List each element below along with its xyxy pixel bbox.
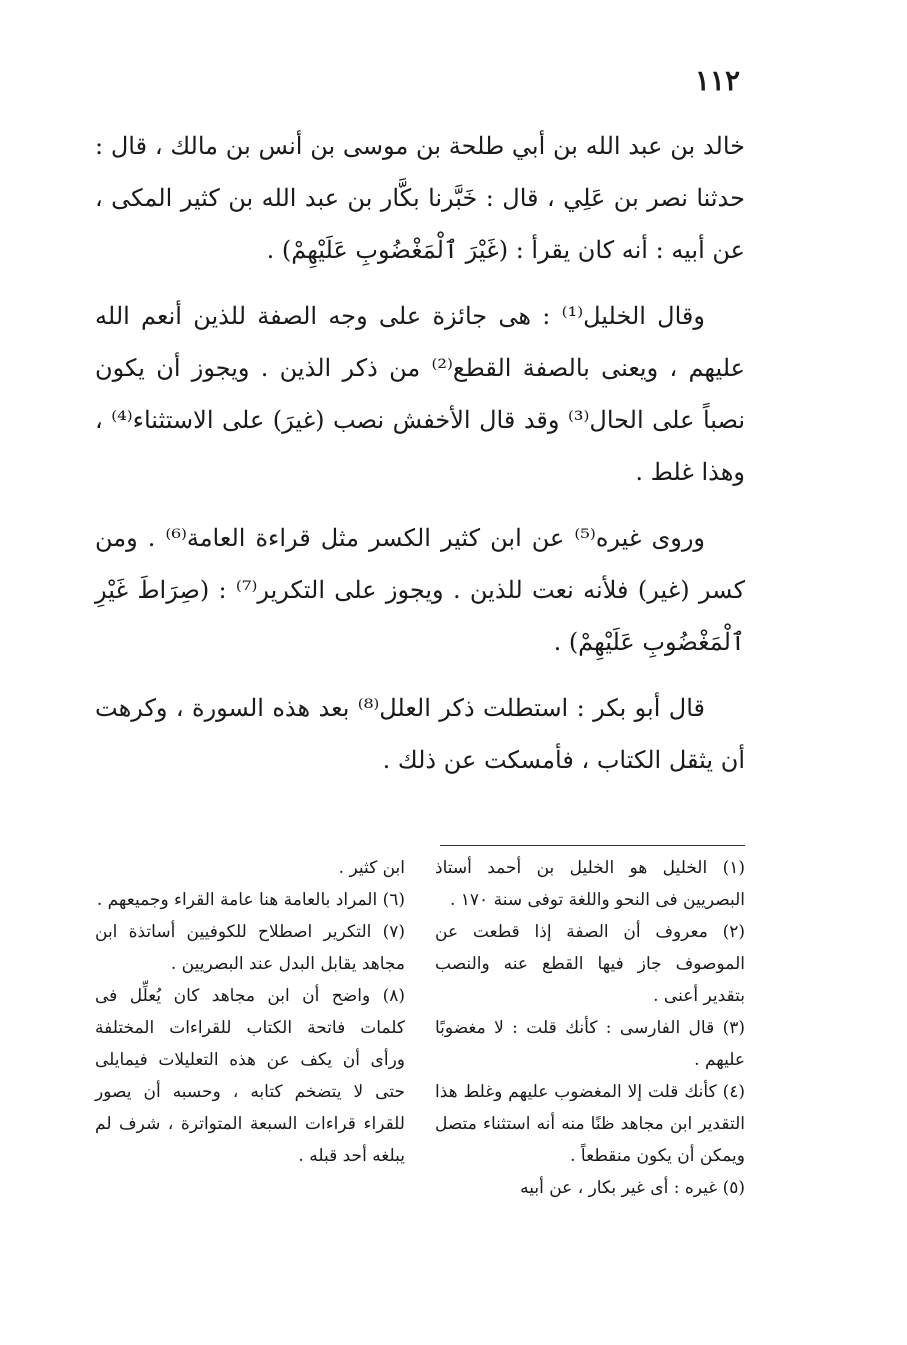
main-paragraph-4: قال أبو بكر : استطلت ذكر العلل⁽⁸⁾ بعد هذه السورة ، وكرهت أن يثقل الكتاب ، فأمسكت عن ذلك . — [95, 694, 745, 774]
footnotes-right-column — [435, 852, 745, 1204]
footnote-5: (٥) غيره : أى غير بكار ، عن أبيه — [520, 1178, 745, 1198]
main-paragraph-1: خالد بن عبد الله بن أبي طلحة بن موسى بن أنس بن مالك ، قال : حدثنا نصر بن عَلِي ، قال : خَبَّرنا بكَّار بن عبد الله بن كثير المكى ، عن أبيه : أنه كان يقرأ : (غَيْرَ ٱلْمَغْضُوبِ عَلَيْهِمْ) . — [95, 132, 745, 264]
footnote-1: (١) الخليل هو الخليل بن أحمد أستاذ البصريين فى النحو واللغة توفى سنة ١٧٠ . — [435, 858, 745, 910]
footnote-6: (٦) المراد بالعامة هنا عامة القراء وجميعهم . — [96, 890, 405, 910]
footnote-divider — [440, 845, 745, 846]
main-paragraph-2: وقال الخليل⁽¹⁾ : هى جائزة على وجه الصفة للذين أنعم الله عليهم ، ويعنى بالصفة القطع⁽²⁾ من ذكر الذين . ويجوز أن يكون نصباً على الحال⁽³⁾ وقد قال الأخفش نصب (غيرَ) على الاستثناء⁽⁴⁾ ، وهذا غلط . — [95, 302, 746, 486]
footnote-2: (٢) معروف أن الصفة إذا قطعت عن الموصوف جاز فيها القطع عنه والنصب بتقدير أعنى . — [435, 922, 745, 1006]
footnotes-left-column — [95, 852, 405, 1172]
main-paragraph-3: وروى غيره⁽⁵⁾ عن ابن كثير الكسر مثل قراءة العامة⁽⁶⁾ . ومن كسر (غير) فلأنه نعت للذين . ويجوز على التكرير⁽⁷⁾ : (صِرَاطَ غَيْرِ ٱلْمَغْضُوبِ عَلَيْهِمْ) . — [95, 524, 745, 656]
footnote-3: (٣) قال الفارسى : كأنك قلت : لا مغضوبًا عليهم . — [435, 1018, 745, 1070]
main-text — [95, 120, 745, 800]
footnote-7: (٧) التكرير اصطلاح للكوفيين أساتذة ابن مجاهد يقابل البدل عند البصريين . — [95, 922, 405, 974]
footnote-8: (٨) واضح أن ابن مجاهد كان يُعلِّل فى كلمات فاتحة الكتاب للقراءات المختلفة ورأى أن يكف عن هذه التعليلات فيمايلى حتى لا يتضخم كتابه ، وحسبه أن يصور للقراء قراءات السبعة المتواترة ، شرف لم يبلغه أحد قبله . — [95, 986, 405, 1166]
page-number: ١١٢ — [694, 64, 740, 97]
footnote-5-continued: ابن كثير . — [338, 858, 405, 878]
footnote-4: (٤) كأنك قلت إلا المغضوب عليهم وغلط هذا التقدير ابن مجاهد ظنًا منه أنه استثناء متصل ويمكن أن يكون منقطعاً . — [435, 1082, 745, 1166]
